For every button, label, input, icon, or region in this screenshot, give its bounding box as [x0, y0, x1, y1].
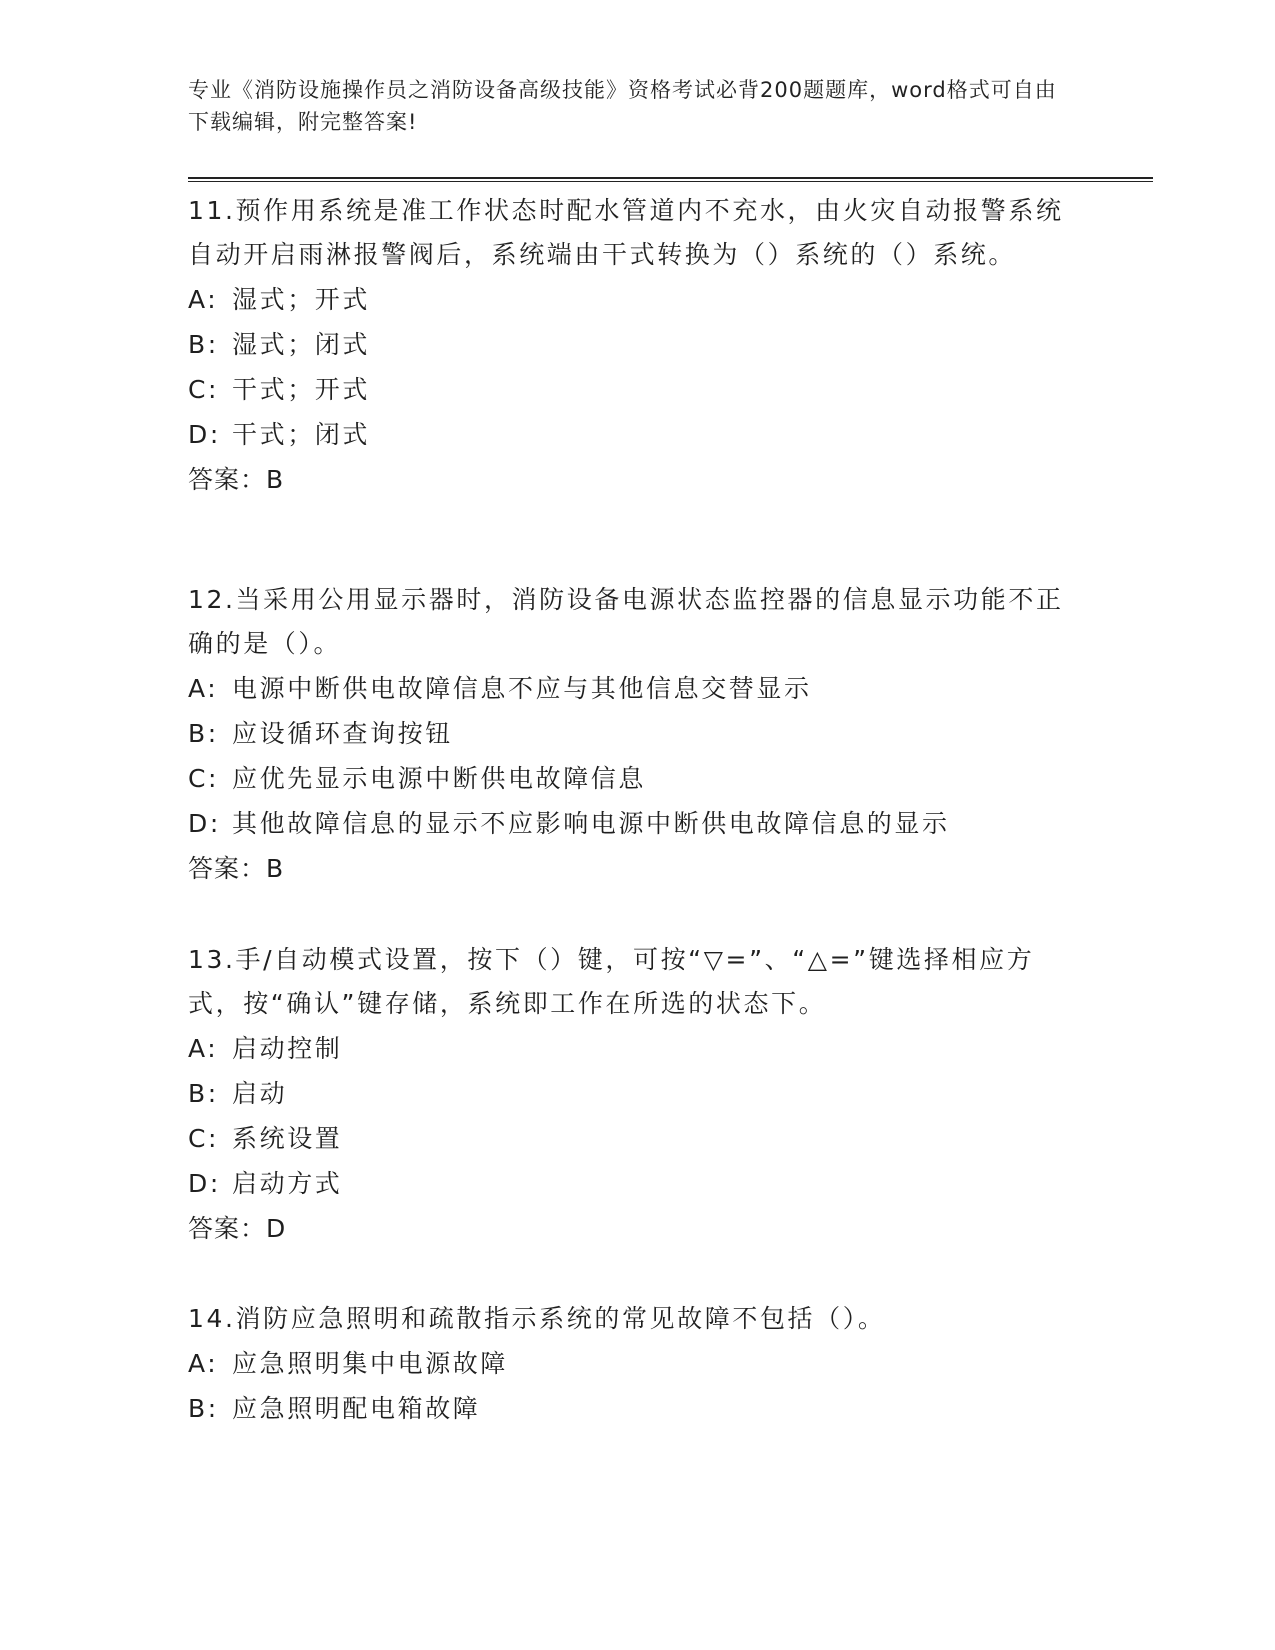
question-14 — [188, 1297, 1088, 1431]
option-letter: A: — [188, 1034, 219, 1063]
option-text: 湿式；闭式 — [232, 330, 371, 359]
header-divider — [188, 177, 1153, 182]
option-letter: D: — [188, 809, 221, 838]
option-d — [188, 801, 1088, 846]
question-stem: 12.当采用公用显示器时，消防设备电源状态监控器的信息显示功能不正确的是（）。 — [188, 585, 1064, 658]
option-letter: A: — [188, 285, 219, 314]
option-text: 其他故障信息的显示不应影响电源中断供电故障信息的显示 — [232, 809, 950, 838]
option-d — [188, 412, 1088, 457]
option-letter: A: — [188, 674, 219, 703]
option-c — [188, 367, 1088, 412]
option-text: 干式；闭式 — [232, 420, 371, 449]
option-text: 应急照明集中电源故障 — [232, 1349, 509, 1378]
option-a — [188, 1026, 1088, 1071]
option-letter: B: — [188, 330, 219, 359]
option-a — [188, 1341, 1088, 1386]
option-letter: D: — [188, 420, 221, 449]
option-text: 系统设置 — [232, 1124, 343, 1153]
option-a — [188, 277, 1088, 322]
answer-label: 答案：B — [188, 854, 285, 883]
option-b — [188, 1071, 1088, 1116]
option-a — [188, 666, 1088, 711]
option-c — [188, 756, 1088, 801]
answer-label: 答案：B — [188, 465, 285, 494]
option-letter: C: — [188, 764, 220, 793]
option-letter: C: — [188, 1124, 220, 1153]
option-text: 电源中断供电故障信息不应与其他信息交替显示 — [232, 674, 812, 703]
document-header: 专业《消防设施操作员之消防设备高级技能》资格考试必背200题题库，word格式可自由下载编辑，附完整答案! — [188, 78, 1057, 134]
divider-thick-line — [188, 177, 1153, 179]
question-stem: 11.预作用系统是准工作状态时配水管道内不充水，由火灾自动报警系统自动开启雨淋报警阀后，系统端由干式转换为（）系统的（）系统。 — [188, 196, 1064, 269]
option-letter: A: — [188, 1349, 219, 1378]
option-text: 启动方式 — [232, 1169, 343, 1198]
answer-label: 答案：D — [188, 1214, 287, 1243]
option-text: 干式；开式 — [232, 375, 371, 404]
option-text: 应急照明配电箱故障 — [232, 1394, 481, 1423]
option-b — [188, 1386, 1088, 1431]
option-letter: C: — [188, 375, 220, 404]
option-text: 应优先显示电源中断供电故障信息 — [232, 764, 647, 793]
divider-thin-line — [188, 181, 1153, 182]
option-letter: B: — [188, 719, 219, 748]
option-d — [188, 1161, 1088, 1206]
option-letter: D: — [188, 1169, 221, 1198]
question-12 — [188, 578, 1088, 892]
option-text: 启动 — [232, 1079, 288, 1108]
question-11 — [188, 189, 1088, 503]
question-13 — [188, 938, 1088, 1252]
option-text: 应设循环查询按钮 — [232, 719, 453, 748]
question-stem: 14.消防应急照明和疏散指示系统的常见故障不包括（）。 — [188, 1304, 886, 1333]
option-b — [188, 711, 1088, 756]
option-c — [188, 1116, 1088, 1161]
option-text: 启动控制 — [232, 1034, 343, 1063]
option-b — [188, 322, 1088, 367]
option-text: 湿式；开式 — [232, 285, 371, 314]
question-stem: 13.手/自动模式设置，按下（）键，可按“▽=”、“△=”键选择相应方式，按“确认”键存储，系统即工作在所选的状态下。 — [188, 945, 1035, 1018]
option-letter: B: — [188, 1394, 219, 1423]
option-letter: B: — [188, 1079, 219, 1108]
